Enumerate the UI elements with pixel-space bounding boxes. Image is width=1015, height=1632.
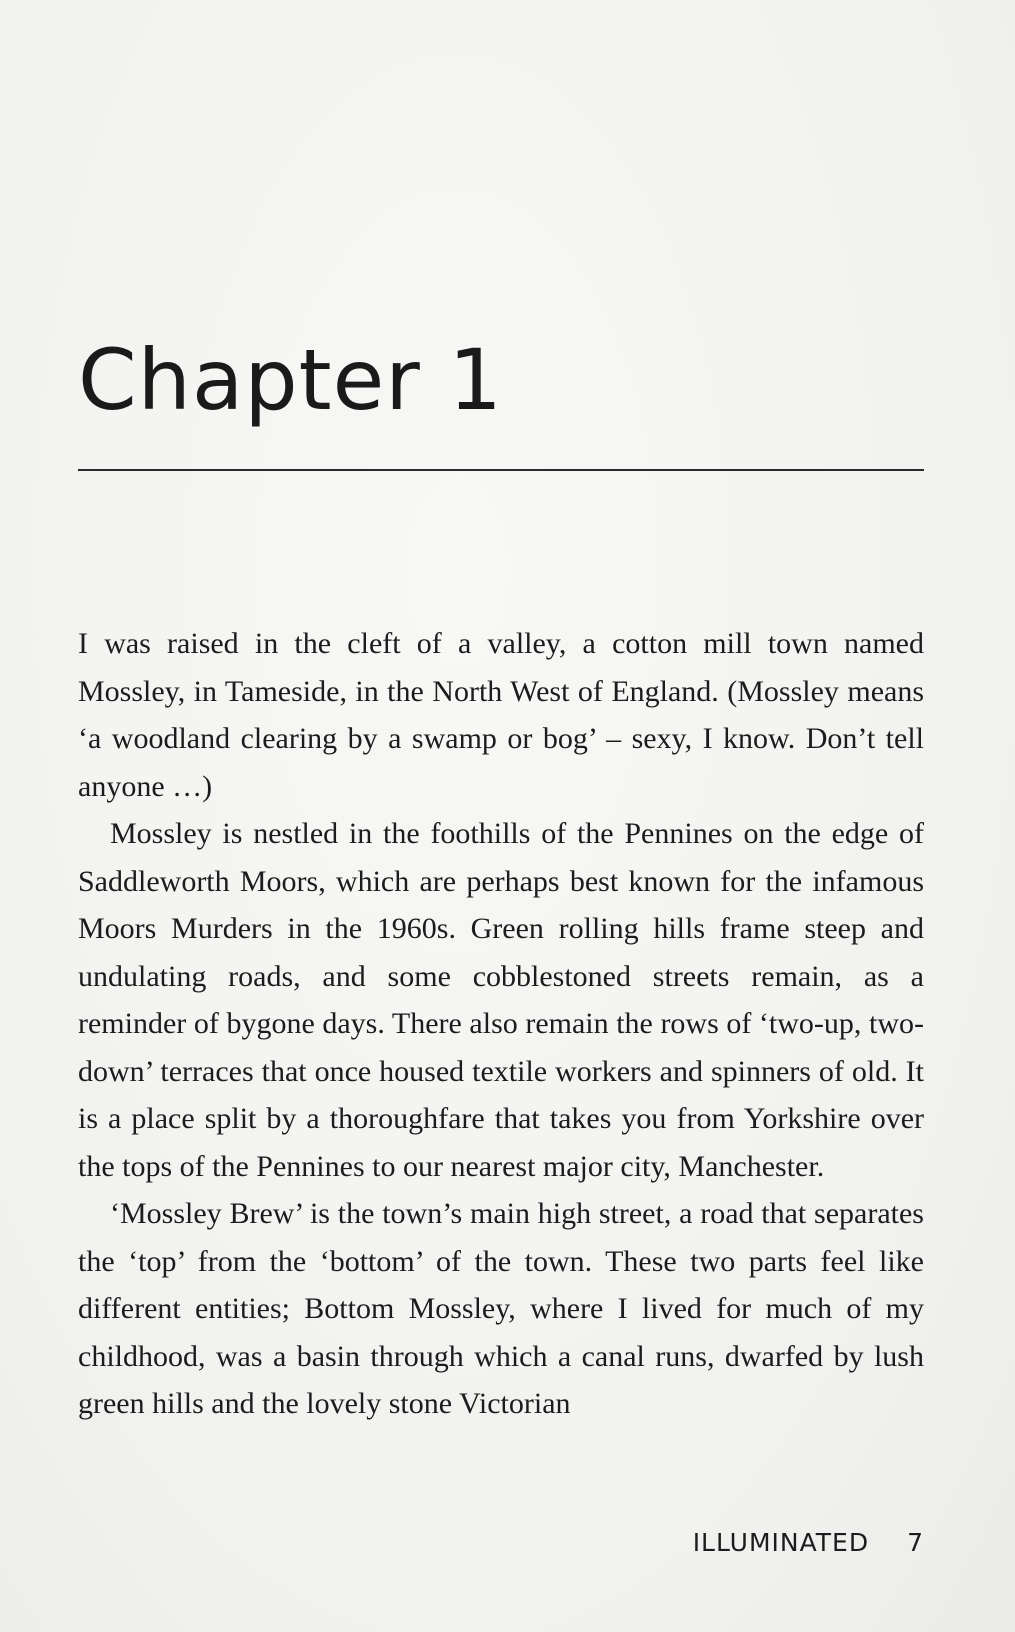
paragraph-1: I was raised in the cleft of a valley, a cotton mill town named Mossley, in Tameside, in the North West of England. (Mossley means ‘a woodland clearing by a swamp or bog’ – sexy, I know. Don’t tell anyone …)	[78, 627, 924, 803]
page-number: 7	[907, 1528, 924, 1557]
page-footer	[78, 1528, 924, 1557]
chapter-title-rule	[78, 469, 924, 471]
body-text	[78, 620, 924, 1428]
paragraph-3: ‘Mossley Brew’ is the town’s main high street, a road that separates the ‘top’ from the ‘bottom’ of the town. These two parts feel like different entities; Bottom Mossley, where I lived for much of my childhood, was a basin through which a canal runs, dwarfed by lush green hills and the lovely stone Victorian	[78, 1197, 924, 1420]
paragraph-2: Mossley is nestled in the foothills of the Pennines on the edge of Saddleworth Moors, which are perhaps best known for the infamous Moors Murders in the 1960s. Green rolling hills frame steep and undulating roads, and some cobblestoned streets remain, as a reminder of bygone days. There also remain the rows of ‘two-up, two-down’ terraces that once housed textile workers and spinners of old. It is a place split by a thoroughfare that takes you from Yorkshire over the tops of the Pennines to our nearest major city, Manchester.	[78, 817, 924, 1183]
chapter-title: Chapter 1	[78, 331, 503, 429]
running-title: ILLUMINATED	[692, 1528, 870, 1557]
